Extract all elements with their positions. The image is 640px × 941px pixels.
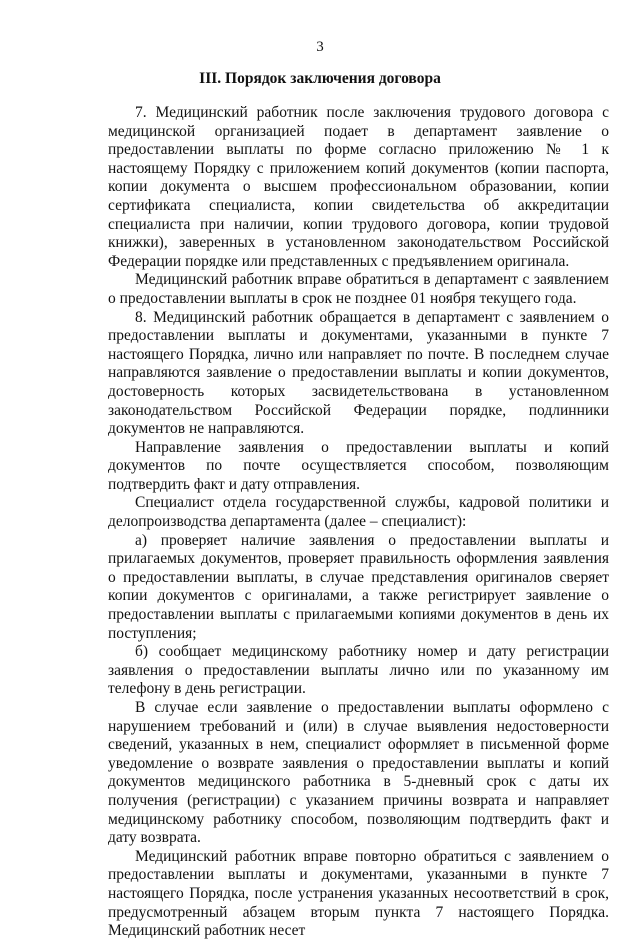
document-body [108, 104, 609, 941]
paragraph-repeat-application: Медицинский работник вправе повторно обратиться с заявлением о предоставлении выплаты и документами, указанными в пункте 7 настоящего Порядка, после устранения указанных несоответствий в срок, предусмотренный абзацем вторым пункта 7 настоящего Порядка. Медицинский работник несет [108, 847, 609, 940]
paragraph-deadline: Медицинский работник вправе обратиться в департамент с заявлением о предоставлении выплаты в срок не позднее 01 ноября текущего года. [108, 271, 609, 307]
paragraph-subitem-a: а) проверяет наличие заявления о предоставлении выплаты и прилагаемых документов, проверяет правильность оформления заявления о предоставлении выплаты, в случае представления оригиналов сверяет копии документов с оригиналами, а также регистрирует заявление о предоставлении выплаты с прилагаемыми копиями документов в день их поступления; [108, 531, 609, 642]
section-title: III. Порядок заключения договора [199, 70, 441, 87]
paragraph-item-7: 7. Медицинский работник после заключения трудового договора с медицинской организацией подает в департамент заявление о предоставлении выплаты по форме согласно приложению № 1 к настоящему Порядку с приложением копий документов (копии паспорта, копии документа о высшем профессиональном образовании, копии сертификата специалиста, копии свидетельства об аккредитации специалиста при наличии, копии трудового договора, копии трудовой книжки), заверенных в установленном законодательством Российской Федерации порядке или представленных с предъявлением оригинала. [108, 104, 609, 270]
paragraph-subitem-b: б) сообщает медицинскому работнику номер и дату регистрации заявления о предоставлении выплаты лично или по указанному им телефону в день регистрации. [108, 643, 609, 698]
paragraph-item-8: 8. Медицинский работник обращается в департамент с заявлением о предоставлении выплаты и документами, указанными в пункте 7 настоящего Порядка, лично или направляет по почте. В последнем случае направляются заявление о предоставлении выплаты и копии документов, достоверность которых засвидетельствована в установленном законодательством Российской Федерации порядке, подлинники документов не направляются. [108, 308, 609, 438]
page-number: 3 [316, 39, 324, 55]
paragraph-specialist: Специалист отдела государственной службы, кадровой политики и делопроизводства департамента (далее – специалист): [108, 494, 609, 531]
paragraph-return-notice: В случае если заявление о предоставлении выплаты оформлено с нарушением требований и (или) в случае выявления недостоверности сведений, указанных в нем, специалист оформляет в письменной форме уведомление о возврате заявления о предоставлении выплаты и копий документов медицинского работника в 5-дневный срок с даты их получения (регистрации) с указанием причины возврата и направляет медицинскому работнику способом, позволяющим подтвердить факт и дату возврата. [108, 699, 609, 847]
paragraph-mail-delivery: Направление заявления о предоставлении выплаты и копий документов по почте осуществляется способом, позволяющим подтвердить факт и дату отправления. [108, 438, 609, 493]
